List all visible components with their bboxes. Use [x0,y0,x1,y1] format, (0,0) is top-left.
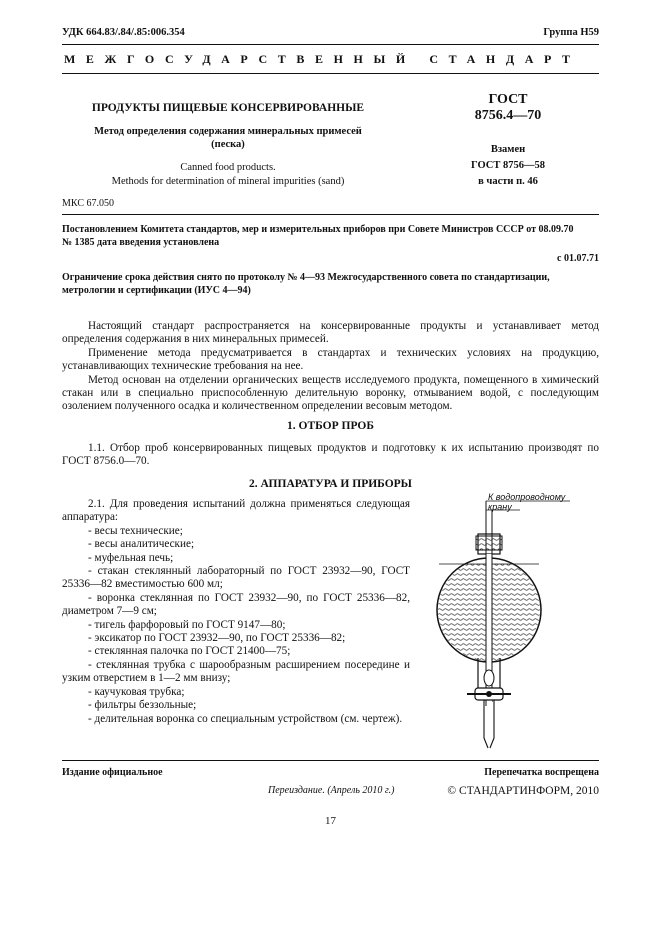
intro-paragraph-3: Метод основан на отделении органических веществ исследуемого продукта, помещенного в химический стакан или в специально приспособленную делительную воронку, отмыванием водой, с последующим озолением полученного осадка и количественном определении весовым методом. [62,373,599,413]
replaces-part: в части п. 46 [478,176,538,187]
tube-bulb [484,670,494,686]
page-number: 17 [325,815,336,827]
document-title: ПРОДУКТЫ ПИЩЕВЫЕ КОНСЕРВИРОВАННЫЕ [91,102,365,114]
document-subtitle [62,125,394,151]
rubber-stopper [476,536,502,550]
decree-line-1: Постановлением Комитета стандартов, мер и измерительных приборов при Совете Министров СССР от 08.09.70 [62,224,574,235]
english-title [62,161,394,188]
english-title-line-1: Canned food products. [180,162,276,173]
figure-label-line-1: К водопроводному [488,492,566,502]
title-rule [62,214,599,215]
title-block-left [62,102,394,188]
reprint-prohibited: Перепечатка воспрещена [484,767,599,778]
equipment-item: - фильтры беззольные; [88,699,197,712]
restriction-line-2: метрологии и сертификации (ИУС 4—94) [62,284,251,296]
section-2-paragraph: 2.1. Для проведения испытаний должна применяться следующая аппаратура: [62,498,410,524]
english-title-line-2: Methods for determination of mineral impurities (sand) [111,175,345,187]
group-code: Группа Н59 [543,27,599,38]
footer-rule [62,760,599,761]
gost-number: 8756.4—70 [474,108,542,123]
equipment-item: - весы технические; [88,524,183,537]
intro-text [62,320,599,414]
intro-paragraph-1: Настоящий стандарт распространяется на консервированные продукты и устанавливает метод определения содержания в них минеральных примесей. [62,320,599,346]
copyright: © СТАНДАРТИНФОРМ, 2010 [447,785,599,797]
equipment-item: - каучуковая трубка; [88,685,185,698]
equipment-item: - весы аналитические; [88,538,195,551]
section-1-heading: 1. ОТБОР ПРОБ [287,420,374,432]
equipment-item: - делительная воронка со специальным устройством (см. чертеж). [88,712,403,725]
replaces-block [418,142,598,190]
gost-designation [418,92,598,190]
section-2-heading: 2. АППАРАТУРА И ПРИБОРЫ [249,478,412,490]
intro-paragraph-2: Применение метода предусматривается в стандартах и технических условиях на продукцию, устанавливающих технические требования на нее. [62,346,599,373]
decree [62,224,599,266]
inlet-tube [486,501,492,518]
gost-label: ГОСТ [488,92,528,107]
interstate-standard-banner: МЕЖГОСУДАРСТВЕННЫЙ СТАНДАРТ [64,52,581,66]
funnel-drawing [420,492,600,760]
separatory-funnel-figure [420,492,600,760]
outlet-tube [484,700,494,748]
udk-code: УДК 664.83/.84/.85:006.354 [62,27,185,38]
figure-label-line-2: крану [488,502,512,512]
mks-code: МКС 67.050 [62,198,114,209]
replaces-label: Взамен [490,144,526,155]
equipment-item: - воронка стеклянная по ГОСТ 23932—90, по ГОСТ 25336—82, диаметром 7—9 см; [62,591,410,618]
official-edition: Издание официальное [62,767,163,778]
restriction-note [62,272,599,297]
restriction-line-1: Ограничение срока действия снято по протоколу № 4—93 Межгосударственного совета по стандартизации, [62,272,550,283]
replaces-gost: ГОСТ 8756—58 [471,160,545,171]
equipment-item: - стакан стеклянный лабораторный по ГОСТ 23932—90, ГОСТ 25336—82 вместимостью 600 мл; [62,565,410,591]
reissue-note: Переиздание. (Апрель 2010 г.) [268,785,395,796]
banner-rule [62,73,599,74]
subtitle-line-1: Метод определения содержания минеральных примесей [94,126,362,137]
section-1-paragraph: 1.1. Отбор проб консервированных пищевых продуктов и подготовку к их испытанию производят по ГОСТ 8756.0—70. [62,442,599,468]
subtitle-line-2: (песка) [211,139,245,150]
equipment-item: - муфельная печь; [88,551,174,564]
section-2-content [62,498,410,726]
equipment-item: - стеклянная трубка с шарообразным расширением посередине и узким отверстием в 1—2 мм внизу; [62,658,410,685]
top-rule [62,44,599,45]
equipment-item: - тигель фарфоровый по ГОСТ 9147—80; [88,618,286,631]
equipment-item: - стеклянная палочка по ГОСТ 21400—75; [88,645,291,658]
stopcock-plug [486,691,492,697]
decree-line-2: № 1385 дата введения установлена [62,236,220,248]
equipment-item: - эксикатор по ГОСТ 23932—90, по ГОСТ 25336—82; [88,632,346,645]
decree-date: с 01.07.71 [557,253,599,264]
